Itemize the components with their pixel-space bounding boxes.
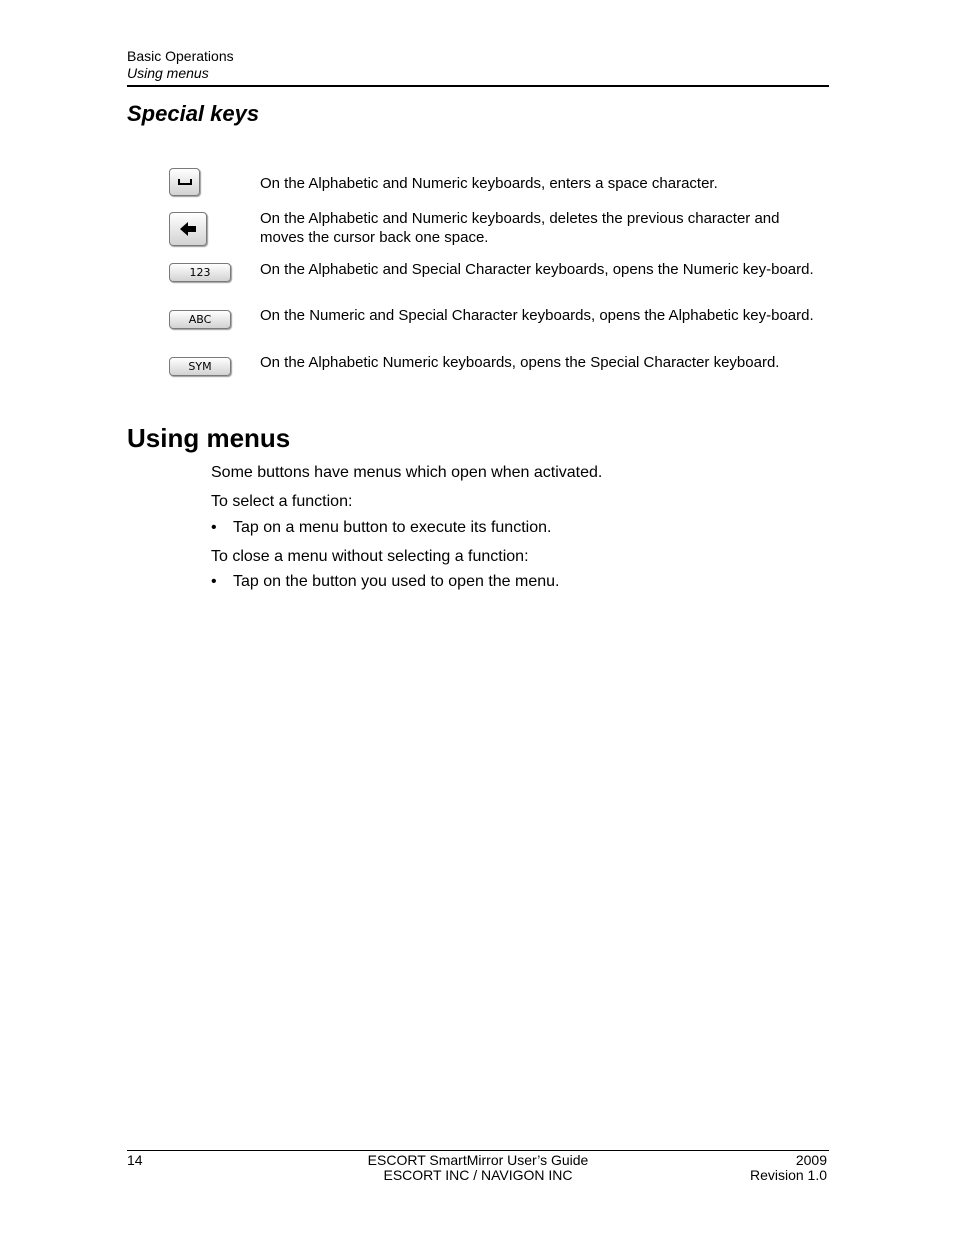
alphabetic-key-description: On the Numeric and Special Character keyboards, opens the Alphabetic key-board. <box>260 307 814 324</box>
footer-company: ESCORT INC / NAVIGON INC <box>383 1167 573 1183</box>
close-menu-bullet-text: Tap on the button you used to open the menu. <box>233 573 560 590</box>
select-function-bullet-text: Tap on a menu button to execute its function. <box>233 519 552 536</box>
page-footer <box>127 1150 829 1191</box>
bullet-marker: • <box>211 519 217 536</box>
numeric-key-description: On the Alphabetic and Special Character keyboards, opens the Numeric key-board. <box>260 261 814 278</box>
page-header <box>127 48 829 87</box>
menus-intro-text: Some buttons have menus which open when activated. <box>211 464 603 481</box>
select-function-bullet <box>211 518 551 537</box>
footer-revision: Revision 1.0 <box>749 1167 827 1183</box>
symbol-key-label: SYM <box>188 360 212 373</box>
close-menu-lead: To close a menu without selecting a function: <box>211 548 529 565</box>
numeric-key-icon <box>169 263 231 282</box>
footer-center <box>127 1153 829 1183</box>
backspace-arrow-icon <box>169 212 207 246</box>
backspace-key-description: On the Alphabetic and Numeric keyboards, deletes the previous character and moves the cursor back one space. <box>260 210 780 246</box>
close-menu-bullet <box>211 572 559 591</box>
bullet-marker: • <box>211 573 217 590</box>
footer-page-number: 14 <box>127 1152 143 1168</box>
select-function-lead: To select a function: <box>211 493 353 510</box>
alphabetic-key-icon <box>169 310 231 329</box>
footer-year: 2009 <box>795 1152 827 1168</box>
symbol-key-icon <box>169 357 231 376</box>
numeric-key-label: 123 <box>189 266 211 279</box>
header-subsection: Using menus <box>127 65 209 81</box>
special-keys-heading: Special keys <box>127 101 260 126</box>
using-menus-heading: Using menus <box>127 423 291 453</box>
symbol-key-description: On the Alphabetic Numeric keyboards, opens the Special Character keyboard. <box>260 354 780 371</box>
space-key-icon <box>169 168 200 196</box>
alphabetic-key-label: ABC <box>188 313 212 326</box>
header-section: Basic Operations <box>127 48 234 64</box>
space-key-description: On the Alphabetic and Numeric keyboards, enters a space character. <box>260 175 718 192</box>
footer-guide-title: ESCORT SmartMirror User’s Guide <box>367 1152 589 1168</box>
footer-right <box>750 1153 827 1183</box>
